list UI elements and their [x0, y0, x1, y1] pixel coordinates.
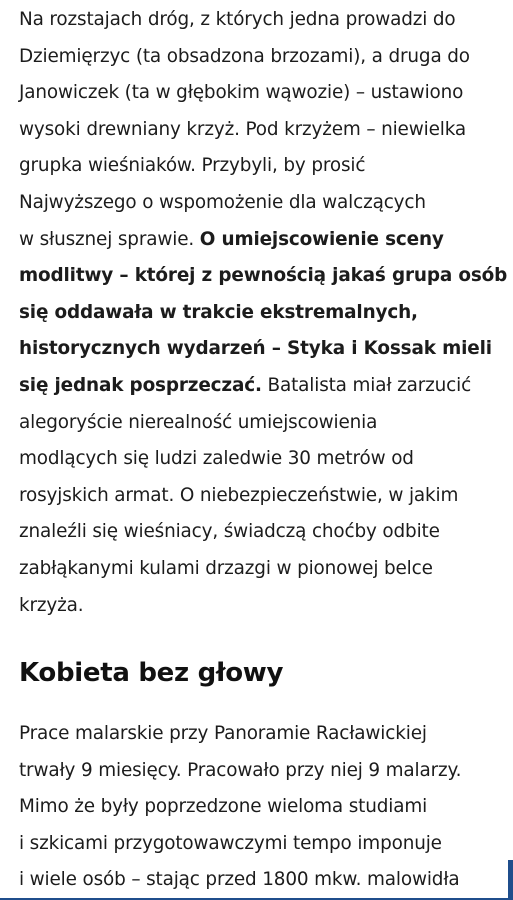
scroll-edge-indicator	[508, 860, 513, 900]
text-line: wysoki drewniany krzyż. Pod krzyżem – niewielka	[19, 118, 466, 140]
section-heading: Kobieta bez głowy	[19, 658, 284, 688]
text-line: Prace malarskie przy Panoramie Racławickiej	[19, 723, 427, 744]
text-segment: Batalista miał zarzucić	[261, 374, 472, 396]
paragraph-text	[19, 2, 508, 624]
text-line: grupka wieśniaków. Przybyli, by prosić	[19, 155, 366, 177]
article-paragraph-2	[19, 716, 501, 899]
article-paragraph-1	[19, 2, 508, 624]
text-line: trwały 9 miesięcy. Pracowało przy niej 9 malarzy.	[19, 759, 462, 781]
text-line: Na rozstajach dróg, z których jedna prowadzi do	[19, 9, 456, 30]
text-line	[19, 258, 508, 295]
paragraph-text	[19, 716, 501, 899]
text-line: krzyża.	[19, 594, 84, 616]
text-line: Dziemięrzyc (ta obsadzona brzozami), a druga do	[19, 45, 470, 67]
bold-text-segment: się jednak posprzeczać.	[19, 374, 262, 396]
text-line	[19, 222, 501, 259]
text-line: i szkicami przygotowawczymi tempo imponuje	[19, 832, 442, 854]
text-line: i wiele osób – stając przed 1800 mkw. malowidła	[19, 869, 460, 891]
text-segment: w słusznej sprawie.	[19, 228, 200, 250]
text-line	[19, 368, 501, 405]
text-line: zabłąkanymi kulami drzazgi w pionowej belce	[19, 557, 433, 579]
bold-text-segment: modlitwy – której z pewnością jakaś grupa osób	[19, 265, 508, 287]
text-line: Janowiczek (ta w głębokim wąwozie) – ustawiono	[19, 82, 464, 104]
text-line	[19, 331, 501, 368]
bold-text-segment: O umiejscowienie sceny	[199, 228, 444, 250]
bold-text-segment: historycznych wydarzeń – Styka i Kossak mieli	[19, 338, 492, 360]
text-line	[19, 295, 501, 332]
text-line: Mimo że były poprzedzone wieloma studiami	[19, 796, 428, 818]
text-line: modlących się ludzi zaledwie 30 metrów od	[19, 448, 414, 470]
text-line: znaleźli się wieśniacy, świadczą choćby odbite	[19, 521, 440, 543]
bold-text-segment: się oddawała w trakcie ekstremalnych,	[19, 301, 418, 323]
text-line: rosyjskich armat. O niebezpieczeństwie, w jakim	[19, 484, 459, 506]
text-line: Najwyższego o wspomożenie dla walczących	[19, 191, 426, 213]
text-line: alegoryście nierealność umiejscowienia	[19, 411, 378, 433]
